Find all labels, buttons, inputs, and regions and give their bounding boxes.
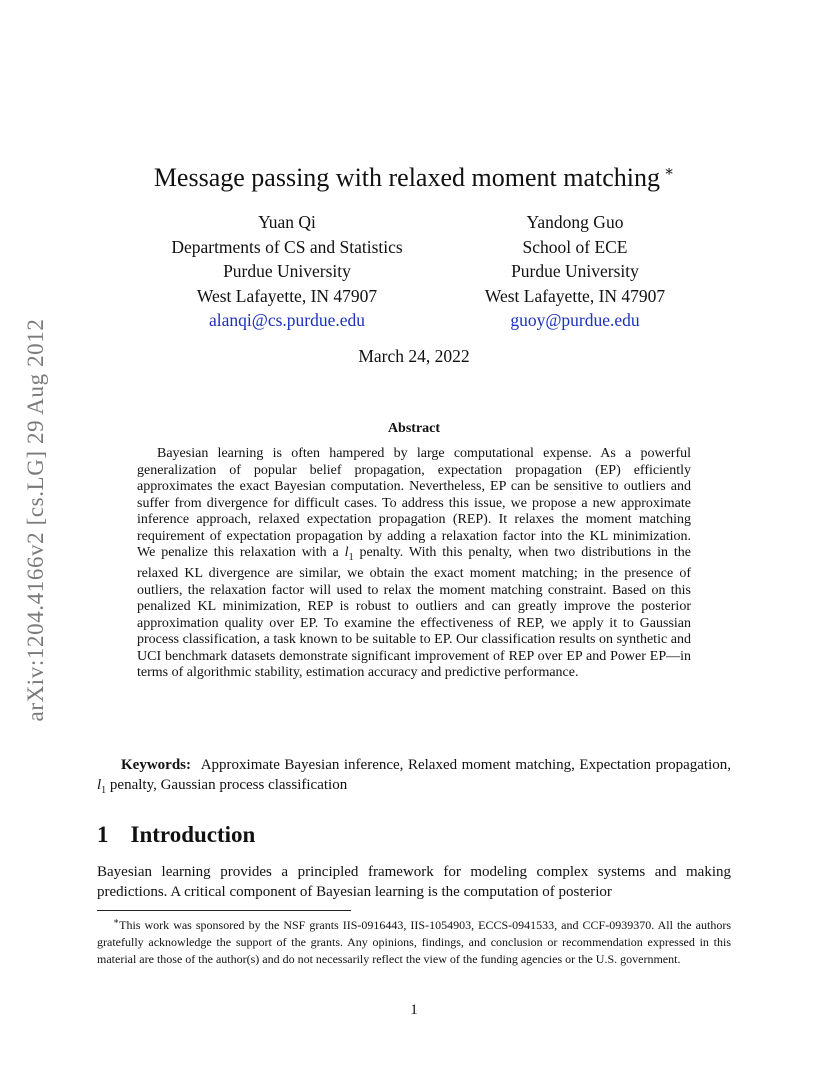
l1-subscript: 1 xyxy=(348,551,354,563)
abstract-text-part-2: penalty. With this penalty, when two distributions in the relaxed KL divergence are similar, we obtain the exact moment matching; in the presence of outliers, the relaxation factor will used to relax the moment matching constraint. Based on this penalized KL minimization, REP is robust to outliers and can greatly improve the posterior approximation quality over EP. To examine the effectiveness of REP, we apply it to Gaussian process classification, a task known to be suitable to EP. Our classification results on synthetic and UCI benchmark datasets demonstrate significant improvement of REP over EP and Power EP—in terms of algorithmic stability, estimation accuracy and predictive performance. xyxy=(137,545,692,681)
section-heading-introduction xyxy=(97,822,255,848)
title-footnote-mark[interactable]: ∗ xyxy=(663,164,675,180)
paper-title xyxy=(0,156,828,194)
author-block-1 xyxy=(128,210,446,333)
abstract-body xyxy=(137,446,691,682)
l1-symbol xyxy=(344,545,354,563)
author-location: West Lafayette, IN 47907 xyxy=(196,285,378,306)
keywords xyxy=(97,755,731,801)
author-name: Yandong Guo xyxy=(526,212,624,232)
l1-base: l xyxy=(97,777,102,793)
title-text: Message passing with relaxed moment matching xyxy=(153,163,660,192)
footnote-rule xyxy=(97,910,351,911)
keywords-text-part-1: Approximate Bayesian inference, Relaxed moment matching, Expectation propagation, xyxy=(200,757,731,773)
arxiv-stamp: arXiv:1204.4166v2 [cs.LG] 29 Aug 2012 xyxy=(23,318,48,722)
publication-date: March 24, 2022 xyxy=(358,346,470,366)
author-name: Yuan Qi xyxy=(258,212,316,232)
section-title: Introduction xyxy=(130,822,256,847)
author-email-link[interactable]: guoy@purdue.edu xyxy=(510,310,640,330)
l1-subscript: 1 xyxy=(101,785,107,796)
author-block-2 xyxy=(456,210,694,333)
introduction-body: Bayesian learning provides a principled framework for modeling complex systems and making predictions. A critical component of Bayesian learning is the computation of posterior xyxy=(97,864,731,900)
footnote-mark: ∗ xyxy=(113,916,120,926)
abstract-heading: Abstract xyxy=(387,421,441,436)
section-number: 1 xyxy=(97,822,109,847)
footnote xyxy=(97,913,731,968)
abstract-text-part-1: Bayesian learning is often hampered by large computational expense. As a powerful generalization of popular belief propagation, expectation propagation (EP) efficiently approximates the exact Bayesian computation. Nevertheless, EP can be sensitive to outliers and suffer from divergence for difficult cases. To address this issue, we propose a new approximate inference approach, relaxed expectation propagation (REP). It relaxes the moment matching requirement of expectation propagation by adding a relaxation factor into the KL minimization. We penalize this relaxation with a xyxy=(137,446,691,560)
author-institution: Purdue University xyxy=(511,261,639,281)
author-department: School of ECE xyxy=(522,236,628,257)
author-email-link[interactable]: alanqi@cs.purdue.edu xyxy=(208,310,366,330)
author-department: Departments of CS and Statistics xyxy=(171,236,403,257)
page-number: 1 xyxy=(410,1002,418,1018)
l1-base: l xyxy=(344,545,349,560)
footnote-text: This work was sponsored by the NSF grants IIS-0916443, IIS-1054903, ECCS-0941533, and CCF-0939370. All the authors gratefully acknowledge the support of the grants. Any opinions, findings, and conclusion or recommendation expressed in this material are those of the author(s) and do not necessarily reflect the view of the funding agencies or the U.S. government. xyxy=(97,918,731,966)
keywords-text-part-2: penalty, Gaussian process classification xyxy=(109,777,348,793)
author-location: West Lafayette, IN 47907 xyxy=(484,285,666,306)
author-institution: Purdue University xyxy=(223,261,351,281)
keywords-label: Keywords: xyxy=(121,757,191,773)
l1-symbol xyxy=(97,777,107,796)
